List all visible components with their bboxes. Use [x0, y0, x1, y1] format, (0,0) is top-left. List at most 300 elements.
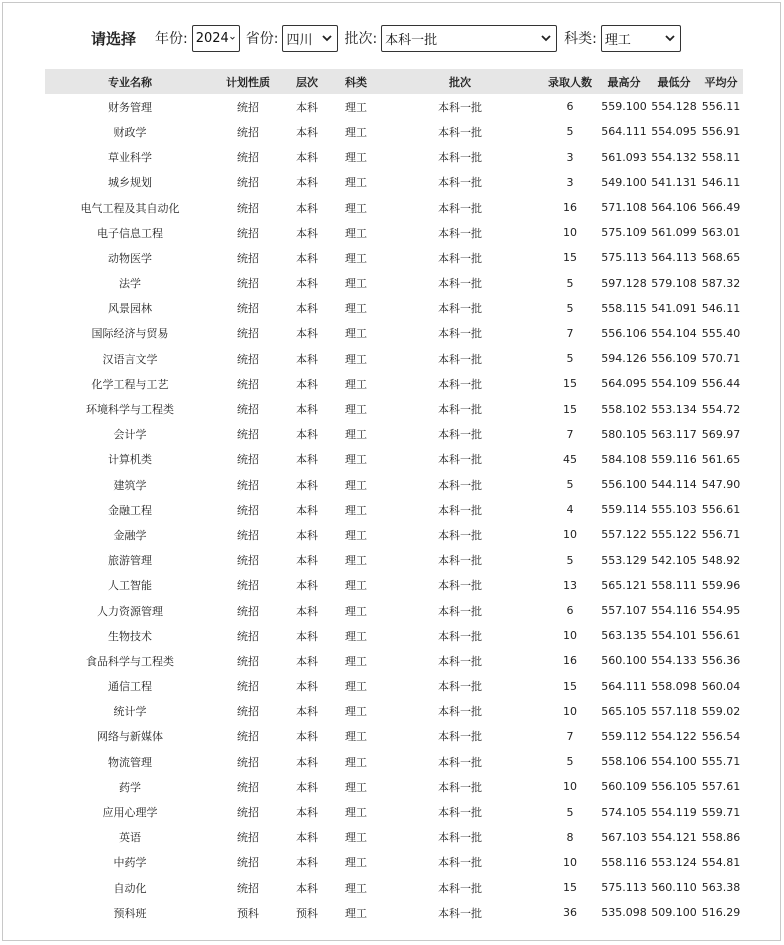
header-plan-type: 计划性质	[215, 69, 281, 94]
table-row	[45, 724, 743, 749]
cell-major-name: 金融工程	[108, 503, 152, 517]
cell-max-score: 565.121	[601, 578, 647, 592]
header-avg-score: 平均分	[699, 69, 743, 94]
cell-level: 本科	[296, 604, 318, 618]
cell-avg-score: 558.11	[701, 150, 741, 164]
cell-level: 本科	[296, 806, 318, 820]
cell-major-name: 人工智能	[108, 579, 152, 593]
cell-major-name: 人力资源管理	[97, 604, 163, 618]
cell-batch: 本科一批	[438, 881, 482, 895]
cell-subject: 理工	[345, 579, 367, 593]
cell-admitted-count: 10	[563, 704, 577, 718]
cell-max-score: 594.126	[601, 352, 647, 366]
cell-subject: 理工	[345, 755, 367, 769]
cell-min-score: 554.101	[651, 629, 697, 643]
cell-admitted-count: 15	[563, 251, 577, 265]
cell-avg-score: 561.65	[701, 452, 741, 466]
cell-max-score: 560.109	[601, 780, 647, 794]
cell-subject: 理工	[345, 277, 367, 291]
cell-avg-score: 566.49	[701, 201, 741, 215]
cell-batch: 本科一批	[438, 176, 482, 190]
cell-batch: 本科一批	[438, 428, 482, 442]
year-select[interactable]	[192, 25, 240, 52]
cell-major-name: 药学	[119, 780, 141, 794]
cell-plan-type: 统招	[237, 226, 259, 240]
cell-admitted-count: 4	[566, 503, 574, 517]
cell-avg-score: 556.54	[701, 729, 741, 743]
cell-avg-score: 554.95	[701, 604, 741, 618]
cell-batch: 本科一批	[438, 100, 482, 114]
cell-batch: 本科一批	[438, 503, 482, 517]
cell-batch: 本科一批	[438, 680, 482, 694]
cell-avg-score: 563.01	[701, 226, 741, 240]
cell-plan-type: 统招	[237, 453, 259, 467]
cell-subject: 理工	[345, 201, 367, 215]
cell-major-name: 国际经济与贸易	[91, 327, 169, 341]
cell-batch: 本科一批	[438, 277, 482, 291]
cell-plan-type: 统招	[237, 881, 259, 895]
cell-batch: 本科一批	[438, 453, 482, 467]
cell-plan-type: 统招	[237, 428, 259, 442]
cell-max-score: 561.093	[601, 150, 647, 164]
cell-max-score: 584.108	[601, 452, 647, 466]
cell-min-score: 554.132	[651, 150, 697, 164]
subject-select[interactable]	[601, 25, 681, 52]
cell-batch: 本科一批	[438, 831, 482, 845]
cell-level: 本科	[296, 755, 318, 769]
cell-subject: 理工	[345, 806, 367, 820]
cell-admitted-count: 3	[566, 150, 574, 164]
cell-admitted-count: 5	[566, 553, 574, 567]
cell-avg-score: 560.04	[701, 679, 741, 693]
cell-major-name: 电气工程及其自动化	[80, 201, 180, 215]
cell-batch: 本科一批	[438, 554, 482, 568]
cell-plan-type: 统招	[237, 377, 259, 391]
header-min-score: 最低分	[649, 69, 699, 94]
chevron-down-icon	[539, 31, 553, 45]
cell-min-score: 560.110	[651, 881, 697, 895]
cell-avg-score: 554.72	[701, 402, 741, 416]
cell-subject: 理工	[345, 377, 367, 391]
cell-level: 本科	[296, 403, 318, 417]
cell-min-score: 561.099	[651, 226, 697, 240]
table-row	[45, 699, 743, 724]
cell-avg-score: 546.11	[701, 175, 741, 189]
cell-avg-score: 559.02	[701, 704, 741, 718]
cell-max-score: 575.113	[601, 251, 647, 265]
batch-label: 批次:	[344, 31, 378, 47]
table-row	[45, 548, 743, 573]
cell-level: 本科	[296, 151, 318, 165]
cell-plan-type: 统招	[237, 503, 259, 517]
cell-plan-type: 统招	[237, 755, 259, 769]
cell-subject: 理工	[345, 302, 367, 316]
cell-avg-score: 546.11	[701, 301, 741, 315]
cell-avg-score: 570.71	[701, 352, 741, 366]
table-row	[45, 422, 743, 447]
cell-max-score: 575.113	[601, 881, 647, 895]
cell-avg-score: 556.61	[701, 629, 741, 643]
cell-min-score: 559.116	[651, 452, 697, 466]
cell-batch: 本科一批	[438, 327, 482, 341]
cell-level: 本科	[296, 705, 318, 719]
cell-plan-type: 统招	[237, 579, 259, 593]
cell-max-score: 549.100	[601, 175, 647, 189]
chevron-down-icon	[229, 31, 236, 45]
cell-subject: 理工	[345, 352, 367, 366]
cell-subject: 理工	[345, 604, 367, 618]
cell-level: 本科	[296, 352, 318, 366]
cell-level: 本科	[296, 831, 318, 845]
cell-level: 本科	[296, 478, 318, 492]
filter-bar	[91, 23, 687, 53]
cell-max-score: 557.122	[601, 528, 647, 542]
cell-subject: 理工	[345, 554, 367, 568]
cell-min-score: 553.124	[651, 855, 697, 869]
table-row	[45, 799, 743, 824]
cell-min-score: 554.116	[651, 604, 697, 618]
cell-min-score: 509.100	[651, 906, 697, 920]
cell-subject: 理工	[345, 327, 367, 341]
cell-batch: 本科一批	[438, 151, 482, 165]
cell-plan-type: 统招	[237, 201, 259, 215]
cell-major-name: 食品科学与工程类	[86, 654, 174, 668]
cell-avg-score: 547.90	[701, 478, 741, 492]
cell-major-name: 城乡规划	[108, 176, 152, 190]
cell-max-score: 580.105	[601, 427, 647, 441]
cell-avg-score: 556.71	[701, 528, 741, 542]
cell-plan-type: 统招	[237, 352, 259, 366]
cell-max-score: 567.103	[601, 830, 647, 844]
cell-min-score: 564.106	[651, 201, 697, 215]
cell-plan-type: 统招	[237, 730, 259, 744]
cell-major-name: 草业科学	[108, 151, 152, 165]
cell-max-score: 556.106	[601, 326, 647, 340]
table-row	[45, 522, 743, 547]
table-row	[45, 573, 743, 598]
cell-admitted-count: 15	[563, 679, 577, 693]
cell-major-name: 中药学	[113, 856, 147, 870]
cell-min-score: 554.122	[651, 729, 697, 743]
cell-plan-type: 统招	[237, 478, 259, 492]
cell-major-name: 动物医学	[108, 251, 152, 265]
cell-min-score: 544.114	[651, 478, 697, 492]
cell-subject: 理工	[345, 478, 367, 492]
cell-level: 本科	[296, 125, 318, 139]
cell-major-name: 网络与新媒体	[97, 730, 163, 744]
cell-level: 本科	[296, 629, 318, 643]
cell-min-score: 554.128	[651, 100, 697, 114]
page-frame	[2, 2, 781, 941]
cell-admitted-count: 8	[566, 830, 574, 844]
cell-admitted-count: 15	[563, 377, 577, 391]
cell-major-name: 英语	[119, 831, 141, 845]
cell-max-score: 556.100	[601, 478, 647, 492]
cell-plan-type: 统招	[237, 176, 259, 190]
cell-level: 本科	[296, 176, 318, 190]
cell-plan-type: 统招	[237, 251, 259, 265]
cell-batch: 本科一批	[438, 780, 482, 794]
cell-admitted-count: 5	[566, 805, 574, 819]
cell-admitted-count: 10	[563, 780, 577, 794]
cell-major-name: 统计学	[113, 705, 147, 719]
table-row	[45, 472, 743, 497]
cell-plan-type: 统招	[237, 856, 259, 870]
table-row	[45, 94, 743, 119]
cell-admitted-count: 10	[563, 855, 577, 869]
cell-avg-score: 558.86	[701, 830, 741, 844]
cell-subject: 理工	[345, 151, 367, 165]
cell-admitted-count: 7	[566, 326, 574, 340]
cell-plan-type: 统招	[237, 100, 259, 114]
cell-min-score: 558.111	[651, 578, 697, 592]
cell-avg-score: 587.32	[701, 276, 741, 290]
cell-batch: 本科一批	[438, 654, 482, 668]
cell-max-score: 557.107	[601, 604, 647, 618]
cell-min-score: 555.122	[651, 528, 697, 542]
table-row	[45, 119, 743, 144]
cell-min-score: 558.098	[651, 679, 697, 693]
cell-batch: 本科一批	[438, 528, 482, 542]
cell-plan-type: 统招	[237, 831, 259, 845]
table-row	[45, 875, 743, 900]
subject-select-value: 理工	[604, 32, 631, 48]
cell-plan-type: 统招	[237, 327, 259, 341]
cell-level: 本科	[296, 327, 318, 341]
cell-plan-type: 统招	[237, 705, 259, 719]
cell-min-score: 554.095	[651, 125, 697, 139]
cell-min-score: 541.131	[651, 175, 697, 189]
cell-batch: 本科一批	[438, 201, 482, 215]
cell-major-name: 法学	[119, 277, 141, 291]
cell-level: 本科	[296, 377, 318, 391]
cell-min-score: 557.118	[651, 704, 697, 718]
cell-min-score: 556.105	[651, 780, 697, 794]
cell-plan-type: 统招	[237, 151, 259, 165]
cell-subject: 理工	[345, 251, 367, 265]
cell-major-name: 自动化	[113, 881, 147, 895]
table-row	[45, 648, 743, 673]
cell-batch: 本科一批	[438, 377, 482, 391]
cell-min-score: 554.119	[651, 805, 697, 819]
cell-subject: 理工	[345, 226, 367, 240]
table-row	[45, 245, 743, 270]
cell-level: 预科	[296, 906, 318, 920]
cell-major-name: 应用心理学	[102, 806, 158, 820]
cell-plan-type: 统招	[237, 403, 259, 417]
cell-max-score: 574.105	[601, 805, 647, 819]
table-row	[45, 220, 743, 245]
cell-level: 本科	[296, 654, 318, 668]
header-admitted: 录取人数	[541, 69, 599, 94]
table-row	[45, 497, 743, 522]
cell-avg-score: 556.11	[701, 100, 741, 114]
cell-max-score: 553.129	[601, 553, 647, 567]
cell-major-name: 电子信息工程	[97, 226, 163, 240]
cell-batch: 本科一批	[438, 478, 482, 492]
cell-admitted-count: 15	[563, 881, 577, 895]
cell-subject: 理工	[345, 730, 367, 744]
cell-level: 本科	[296, 856, 318, 870]
cell-admitted-count: 5	[566, 478, 574, 492]
cell-subject: 理工	[345, 428, 367, 442]
cell-min-score: 542.105	[651, 553, 697, 567]
cell-max-score: 558.106	[601, 755, 647, 769]
table-row	[45, 346, 743, 371]
province-select[interactable]	[282, 25, 338, 52]
cell-batch: 本科一批	[438, 856, 482, 870]
cell-admitted-count: 10	[563, 226, 577, 240]
cell-min-score: 555.103	[651, 503, 697, 517]
cell-admitted-count: 5	[566, 276, 574, 290]
table-body	[45, 94, 743, 925]
table-row	[45, 598, 743, 623]
cell-max-score: 565.105	[601, 704, 647, 718]
table-row	[45, 296, 743, 321]
cell-max-score: 564.111	[601, 125, 647, 139]
cell-max-score: 571.108	[601, 201, 647, 215]
cell-min-score: 554.133	[651, 654, 697, 668]
cell-avg-score: 556.44	[701, 377, 741, 391]
cell-subject: 理工	[345, 100, 367, 114]
cell-admitted-count: 36	[563, 906, 577, 920]
cell-min-score: 563.117	[651, 427, 697, 441]
cell-major-name: 建筑学	[113, 478, 147, 492]
province-label: 省份:	[245, 31, 279, 47]
cell-subject: 理工	[345, 906, 367, 920]
cell-batch: 本科一批	[438, 755, 482, 769]
cell-batch: 本科一批	[438, 629, 482, 643]
table-row	[45, 447, 743, 472]
table-row	[45, 321, 743, 346]
cell-avg-score: 563.38	[701, 881, 741, 895]
cell-admitted-count: 5	[566, 301, 574, 315]
table-row	[45, 623, 743, 648]
table-row	[45, 674, 743, 699]
cell-major-name: 金融学	[113, 528, 147, 542]
cell-subject: 理工	[345, 680, 367, 694]
cell-admitted-count: 16	[563, 654, 577, 668]
cell-level: 本科	[296, 226, 318, 240]
header-max-score: 最高分	[599, 69, 649, 94]
cell-avg-score: 569.97	[701, 427, 741, 441]
year-select-value: 2024	[195, 30, 229, 46]
cell-max-score: 564.111	[601, 679, 647, 693]
header-level: 层次	[281, 69, 333, 94]
cell-avg-score: 559.71	[701, 805, 741, 819]
province-select-value: 四川	[286, 32, 313, 48]
header-major: 专业名称	[45, 69, 215, 94]
cell-admitted-count: 10	[563, 528, 577, 542]
cell-plan-type: 预科	[237, 906, 259, 920]
table-row	[45, 145, 743, 170]
cell-avg-score: 559.96	[701, 578, 741, 592]
cell-admitted-count: 5	[566, 125, 574, 139]
cell-subject: 理工	[345, 403, 367, 417]
cell-avg-score: 555.40	[701, 326, 741, 340]
table-row	[45, 749, 743, 774]
cell-plan-type: 统招	[237, 806, 259, 820]
cell-admitted-count: 10	[563, 629, 577, 643]
cell-plan-type: 统招	[237, 629, 259, 643]
cell-subject: 理工	[345, 856, 367, 870]
cell-min-score: 554.100	[651, 755, 697, 769]
cell-max-score: 559.112	[601, 729, 647, 743]
table-row	[45, 900, 743, 925]
cell-subject: 理工	[345, 780, 367, 794]
cell-max-score: 558.115	[601, 301, 647, 315]
cell-subject: 理工	[345, 831, 367, 845]
cell-plan-type: 统招	[237, 125, 259, 139]
cell-avg-score: 557.61	[701, 780, 741, 794]
cell-max-score: 563.135	[601, 629, 647, 643]
admission-score-table	[45, 69, 743, 925]
cell-max-score: 559.100	[601, 100, 647, 114]
cell-admitted-count: 7	[566, 427, 574, 441]
subject-label: 科类:	[564, 31, 597, 47]
cell-plan-type: 统招	[237, 554, 259, 568]
cell-min-score: 554.109	[651, 377, 697, 391]
cell-plan-type: 统招	[237, 528, 259, 542]
cell-batch: 本科一批	[438, 579, 482, 593]
cell-avg-score: 556.36	[701, 654, 741, 668]
cell-max-score: 535.098	[601, 906, 647, 920]
cell-batch: 本科一批	[438, 251, 482, 265]
table-row	[45, 170, 743, 195]
cell-min-score: 556.109	[651, 352, 697, 366]
batch-select[interactable]	[381, 25, 557, 52]
cell-avg-score: 516.29	[701, 906, 741, 920]
cell-max-score: 558.116	[601, 855, 647, 869]
cell-admitted-count: 5	[566, 755, 574, 769]
chevron-down-icon	[663, 31, 677, 45]
cell-major-name: 计算机类	[108, 453, 152, 467]
cell-major-name: 物流管理	[108, 755, 152, 769]
cell-admitted-count: 6	[566, 604, 574, 618]
header-subject: 科类	[333, 69, 379, 94]
cell-level: 本科	[296, 277, 318, 291]
cell-major-name: 财务管理	[108, 100, 152, 114]
cell-subject: 理工	[345, 654, 367, 668]
table-row	[45, 774, 743, 799]
filter-title: 请选择	[91, 29, 137, 48]
cell-batch: 本科一批	[438, 125, 482, 139]
cell-level: 本科	[296, 302, 318, 316]
table-row	[45, 271, 743, 296]
cell-level: 本科	[296, 428, 318, 442]
cell-major-name: 财政学	[113, 125, 147, 139]
table-row	[45, 825, 743, 850]
cell-max-score: 575.109	[601, 226, 647, 240]
cell-level: 本科	[296, 680, 318, 694]
cell-batch: 本科一批	[438, 906, 482, 920]
table-row	[45, 396, 743, 421]
cell-major-name: 化学工程与工艺	[91, 377, 169, 391]
cell-plan-type: 统招	[237, 680, 259, 694]
cell-batch: 本科一批	[438, 352, 482, 366]
cell-plan-type: 统招	[237, 780, 259, 794]
cell-major-name: 会计学	[113, 428, 147, 442]
cell-plan-type: 统招	[237, 302, 259, 316]
cell-subject: 理工	[345, 176, 367, 190]
cell-min-score: 553.134	[651, 402, 697, 416]
cell-admitted-count: 45	[563, 452, 577, 466]
cell-level: 本科	[296, 579, 318, 593]
cell-level: 本科	[296, 528, 318, 542]
table-row	[45, 371, 743, 396]
table-header-row	[45, 69, 743, 94]
cell-level: 本科	[296, 201, 318, 215]
